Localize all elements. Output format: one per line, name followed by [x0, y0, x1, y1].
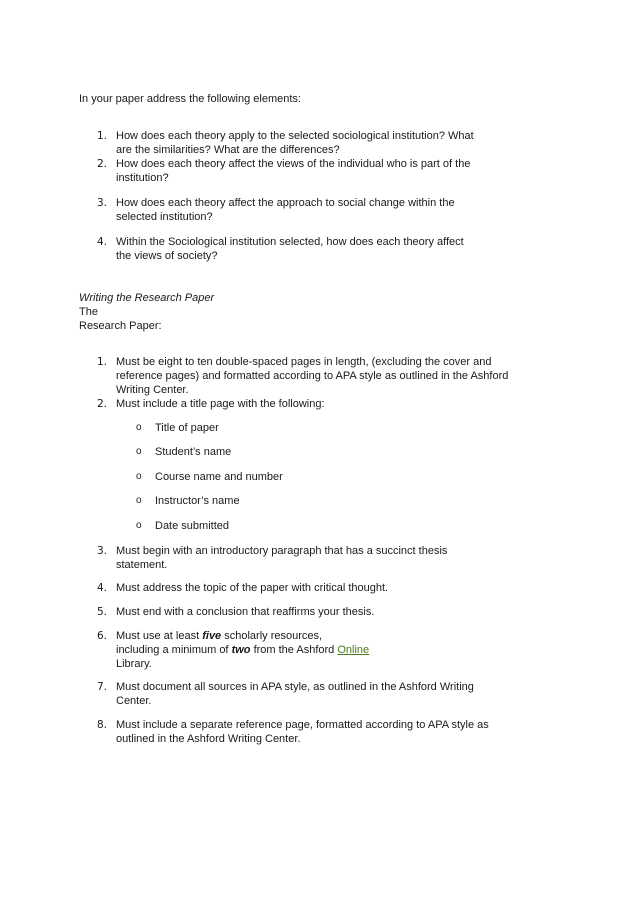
section-heading: Writing the Research Paper	[79, 292, 215, 304]
list-text	[116, 235, 526, 263]
list-text-line: Must end with a conclusion that reaffirms your thesis.	[116, 606, 375, 618]
list-number: 1.	[97, 130, 108, 142]
list-text-line: How does each theory apply to the selected sociological institution? What	[116, 130, 474, 142]
list-text-line: Center.	[116, 695, 152, 707]
section-subheading-line-2: Research Paper:	[79, 320, 162, 332]
section-heading-block	[79, 291, 539, 333]
emphasis-text: five	[202, 630, 222, 642]
title-page-item-text: Student’s name	[155, 446, 232, 458]
list-text-line: institution?	[116, 172, 169, 184]
list-text	[116, 629, 526, 671]
text-run: Must use at least	[116, 630, 203, 642]
list-text-line: Library.	[116, 658, 152, 670]
list-text-line: How does each theory affect the views of the individual who is part of the	[116, 158, 471, 170]
list-text	[116, 718, 526, 746]
list-number: 3.	[97, 545, 108, 557]
bullet-icon: o	[136, 471, 142, 482]
bullet-icon: o	[136, 422, 142, 433]
list-text	[116, 355, 536, 397]
title-page-item-text: Title of paper	[155, 422, 219, 434]
list-text-line: How does each theory affect the approach to social change within the	[116, 197, 455, 209]
text-run: from the Ashford	[250, 644, 338, 656]
list-text	[116, 397, 526, 411]
list-text-line	[116, 643, 526, 657]
list-text	[116, 129, 526, 157]
list-text-line: outlined in the Ashford Writing Center.	[116, 733, 301, 745]
list-text-line: Must address the topic of the paper with critical thought.	[116, 582, 389, 594]
list-text	[116, 196, 526, 224]
list-text-line	[116, 629, 526, 643]
list-text-line: selected institution?	[116, 211, 213, 223]
list-text	[116, 544, 526, 572]
list-number: 2.	[97, 158, 108, 170]
list-text	[116, 605, 526, 619]
list-text-line: the views of society?	[116, 250, 218, 262]
list-number: 1.	[97, 356, 108, 368]
bullet-icon: o	[136, 520, 142, 531]
bullet-icon: o	[136, 495, 142, 506]
list-text-line: Within the Sociological institution selected, how does each theory affect	[116, 236, 464, 248]
list-text-line: statement.	[116, 559, 168, 571]
list-text-line: reference pages) and formatted according to APA style as outlined in the Ashford	[116, 370, 509, 382]
list-text	[116, 581, 526, 595]
title-page-item-text: Course name and number	[155, 471, 283, 483]
section-subheading-line-1: The	[79, 306, 98, 318]
list-text-line: Must begin with an introductory paragraph that has a succinct thesis	[116, 545, 448, 557]
list-text	[116, 157, 526, 185]
bullet-icon: o	[136, 446, 142, 457]
list-number: 6.	[97, 630, 108, 642]
list-number: 4.	[97, 236, 108, 248]
list-number: 5.	[97, 606, 108, 618]
list-number: 8.	[97, 719, 108, 731]
title-page-item-text: Date submitted	[155, 520, 229, 532]
text-run: scholarly resources,	[221, 630, 323, 642]
list-text-line: Must document all sources in APA style, as outlined in the Ashford Writing	[116, 681, 474, 693]
list-text-line: Must be eight to ten double-spaced pages in length, (excluding the cover and	[116, 356, 492, 368]
list-number: 2.	[97, 398, 108, 410]
list-number: 4.	[97, 582, 108, 594]
emphasis-text: two	[231, 644, 251, 656]
list-text-line: Must include a separate reference page, formatted according to APA style as	[116, 719, 489, 731]
list-text-line: Must include a title page with the following:	[116, 398, 325, 410]
text-run: including a minimum of	[116, 644, 232, 656]
list-number: 7.	[97, 681, 108, 693]
online-library-link[interactable]: Online	[337, 644, 370, 656]
list-text	[116, 680, 526, 708]
list-number: 3.	[97, 197, 108, 209]
intro-text: In your paper address the following elements:	[79, 93, 301, 105]
list-text-line: Writing Center.	[116, 384, 189, 396]
list-text-line: are the similarities? What are the differences?	[116, 144, 340, 156]
title-page-item-text: Instructor’s name	[155, 495, 240, 507]
